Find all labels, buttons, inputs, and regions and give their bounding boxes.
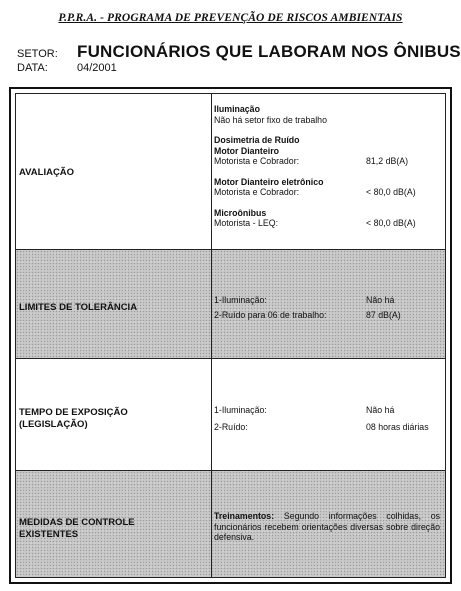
label-tempo-line-1: TEMPO DE EXPOSIÇÃO — [19, 407, 128, 418]
label-tempo — [19, 407, 128, 431]
column-divider — [211, 94, 212, 577]
motor-dianteiro-value: 81,2 dB(A) — [366, 156, 409, 166]
data-value: 04/2001 — [77, 62, 117, 74]
row-limites — [16, 250, 445, 358]
limites-value-2: 87 dB(A) — [366, 309, 401, 320]
medidas-text: Segundo informações colhidas, os funcionários recebem orientações diversas sobre direção defensiva. — [214, 511, 440, 542]
label-medidas-line-2: EXISTENTES — [19, 529, 79, 540]
label-medidas-line-1: MEDIDAS DE CONTROLE — [19, 517, 135, 528]
motor-dianteiro-item: Motorista e Cobrador: — [214, 156, 300, 166]
label-medidas — [19, 517, 135, 541]
setor-row — [17, 42, 461, 62]
setor-value: FUNCIONÁRIOS QUE LABORAM NOS ÔNIBUS — [77, 42, 461, 61]
data-row — [17, 62, 117, 74]
limites-item-1: 1-Iluminação: — [214, 295, 267, 305]
data-label: DATA: — [17, 62, 48, 74]
row-tempo — [16, 359, 445, 470]
evaluation-table — [15, 93, 446, 578]
tempo-row-1 — [214, 405, 440, 416]
limites-row-2 — [214, 310, 440, 321]
setor-label: SETOR: — [17, 48, 58, 60]
limites-item-2: 2-Ruído para 06 de trabalho: — [214, 309, 327, 320]
motor-eletronico-value: < 80,0 dB(A) — [366, 187, 416, 197]
limites-content — [214, 295, 440, 320]
tempo-item-2: 2-Ruído: — [214, 421, 248, 432]
motor-eletronico-item: Motorista e Cobrador: — [214, 187, 300, 197]
limites-row-1 — [214, 295, 440, 306]
row-avaliacao — [16, 94, 445, 249]
motor-eletronico-row — [214, 187, 440, 198]
limites-value-1: Não há — [366, 295, 395, 305]
document-title: P.P.R.A. - PROGRAMA DE PREVENÇÃO DE RISCOS AMBIENTAIS — [58, 12, 403, 24]
microonibus-heading: Microônibus — [214, 207, 267, 218]
medidas-content — [214, 511, 440, 543]
iluminacao-heading: Iluminação — [214, 104, 260, 114]
evaluation-table-frame — [9, 87, 452, 584]
motor-dianteiro-row — [214, 156, 440, 167]
motor-dianteiro-heading: Motor Dianteiro — [214, 145, 279, 156]
label-avaliacao: AVALIAÇÃO — [19, 167, 75, 178]
microonibus-value: < 80,0 dB(A) — [366, 218, 416, 228]
label-limites: LIMITES DE TOLERÂNCIA — [19, 302, 138, 313]
tempo-value-1: Não há — [366, 405, 395, 415]
label-tempo-line-2: (LEGISLAÇÃO) — [19, 419, 88, 430]
tempo-row-2 — [214, 422, 440, 433]
tempo-value-2: 08 horas diárias — [366, 421, 429, 432]
dosimetria-heading: Dosimetria de Ruído — [214, 135, 300, 145]
motor-eletronico-heading: Motor Dianteiro eletrônico — [214, 176, 324, 187]
microonibus-row — [214, 218, 440, 229]
tempo-content — [214, 405, 440, 432]
tempo-item-1: 1-Iluminação: — [214, 405, 267, 415]
medidas-heading: Treinamentos: — [214, 511, 275, 521]
avaliacao-content — [214, 104, 440, 229]
iluminacao-text: Não há setor fixo de trabalho — [214, 114, 327, 125]
microonibus-item: Motorista - LEQ: — [214, 218, 279, 228]
row-medidas — [16, 471, 445, 577]
